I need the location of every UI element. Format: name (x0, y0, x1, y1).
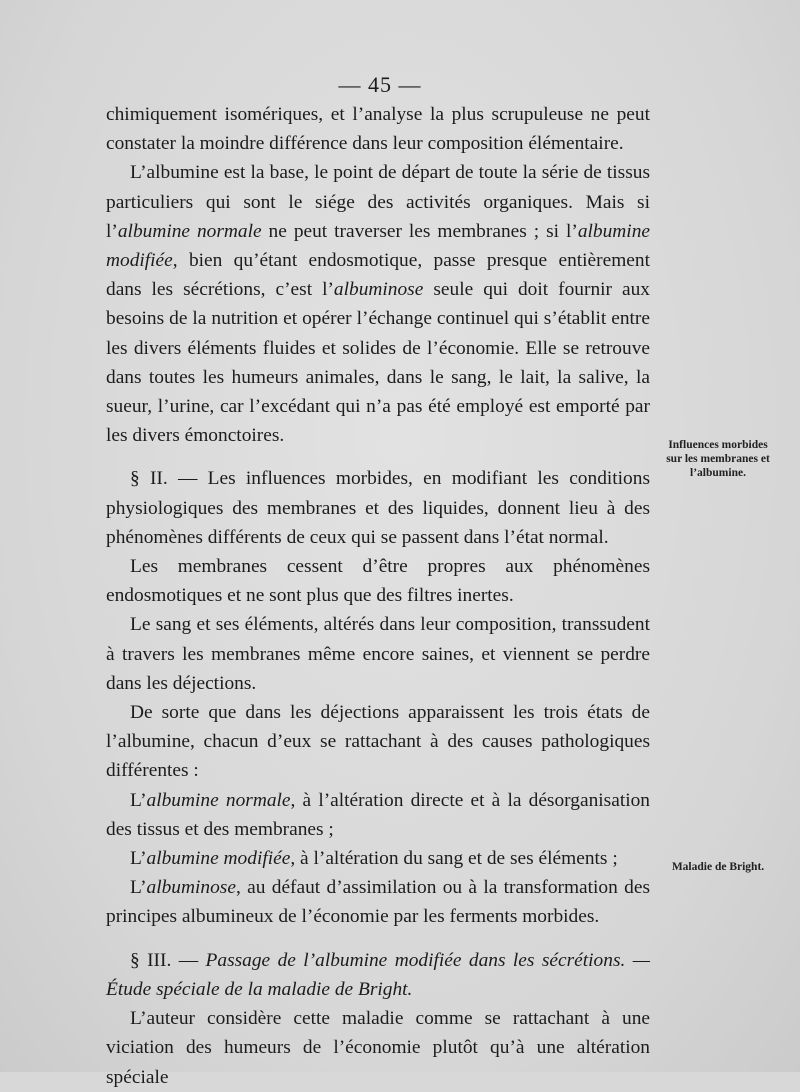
paragraph-albuminose (106, 873, 650, 931)
paragraph-sang (106, 610, 650, 698)
italic-run: albumine modifiée (106, 220, 650, 272)
text-run: chimiquement isomériques, et l’analyse la plus scrupuleuse ne peut constater la moindre différence dans leur composition élémentaire. (106, 104, 650, 155)
text-run: , à l’altération du sang et de ses éléments ; (290, 848, 618, 870)
italic-run: albumine normale (117, 220, 262, 242)
page-number: — 45 — (338, 72, 422, 97)
paragraph-auteur (106, 1004, 650, 1092)
main-text (106, 100, 650, 1092)
italic-run: albumine modifiée (146, 848, 291, 870)
text-run: , à l’altération directe et à la désorganisation des tissus et des membranes ; (106, 789, 650, 840)
text-run: , au défaut d’assimilation ou à la transformation des principes albumineux de l’économie par les ferments morbides. (106, 877, 650, 928)
text-run: , bien qu’étant endosmotique, passe presque entièrement dans les sécrétions, c’est l’ (106, 250, 650, 301)
italic-run: albumine normale (146, 789, 291, 811)
spacer (106, 932, 650, 946)
text-run: L’ (130, 877, 147, 899)
paragraph-albumine-modifiee (106, 844, 650, 873)
text-run: L’ (130, 789, 147, 811)
paragraph-sorte (106, 698, 650, 786)
italic-run: albuminose (333, 279, 424, 301)
text-run: L’auteur considère cette maladie comme se rattachant à une viciation des humeurs de l’économie plutôt qu’à une altération spéciale (106, 1008, 650, 1088)
section-2-heading-paragraph (106, 464, 650, 552)
spacer (106, 450, 650, 464)
italic-run: albuminose (146, 877, 236, 899)
paragraph-albumine-normale (106, 786, 650, 844)
text-run: § III. — (130, 949, 206, 971)
italic-run: Passage de l’albumine modifiée dans les sécrétions. — Étude spéciale de la maladie de Bright. (106, 949, 650, 1000)
text-run: § II. — Les influences morbides, en modifiant les conditions physiologiques des membranes et des liquides, donnent lieu à des phénomènes différents de ceux qui se passent dans l’état normal. (106, 468, 650, 548)
paragraph-membranes (106, 552, 650, 610)
text-run: De sorte que dans les déjections apparaissent les trois états de l’albumine, chacun d’eux se rattachant à des causes pathologiques différentes : (106, 702, 650, 782)
text-run: Le sang et ses éléments, altérés dans leur composition, transsudent à travers les membranes même encore saines, et viennent se perdre dans les déjections. (106, 614, 650, 694)
text-run: Les membranes cessent d’être propres aux phénomènes endosmotiques et ne sont plus que des filtres inertes. (106, 556, 650, 607)
section-3-heading-paragraph (106, 946, 650, 1004)
paragraph-1 (106, 100, 650, 158)
margin-note-bright: Maladie de Bright. (671, 861, 765, 873)
text-run: seule qui doit fournir aux besoins de la nutrition et opérer l’échange continuel qui s’établit entre les divers éléments fluides et solides de l’économie. Elle se retrouve dans toutes les humeurs animales, dans le sang, le lait, la salive, la sueur, l’urine, car l’excédant qui n’a pas été employé est emporté par les divers émonctoires. (106, 279, 650, 447)
text-run: L’ (130, 848, 147, 870)
paragraph-2 (106, 158, 650, 450)
margin-note-influences: Influences morbides sur les membranes et l’albumine. (666, 439, 770, 479)
text-run: ne peut traverser les membranes ; si l’ (261, 220, 578, 242)
text-run: L’albumine est la base, le point de départ de toute la série de tissus particuliers qui sont le siége des activités organiques. Mais si l’ (106, 162, 650, 242)
